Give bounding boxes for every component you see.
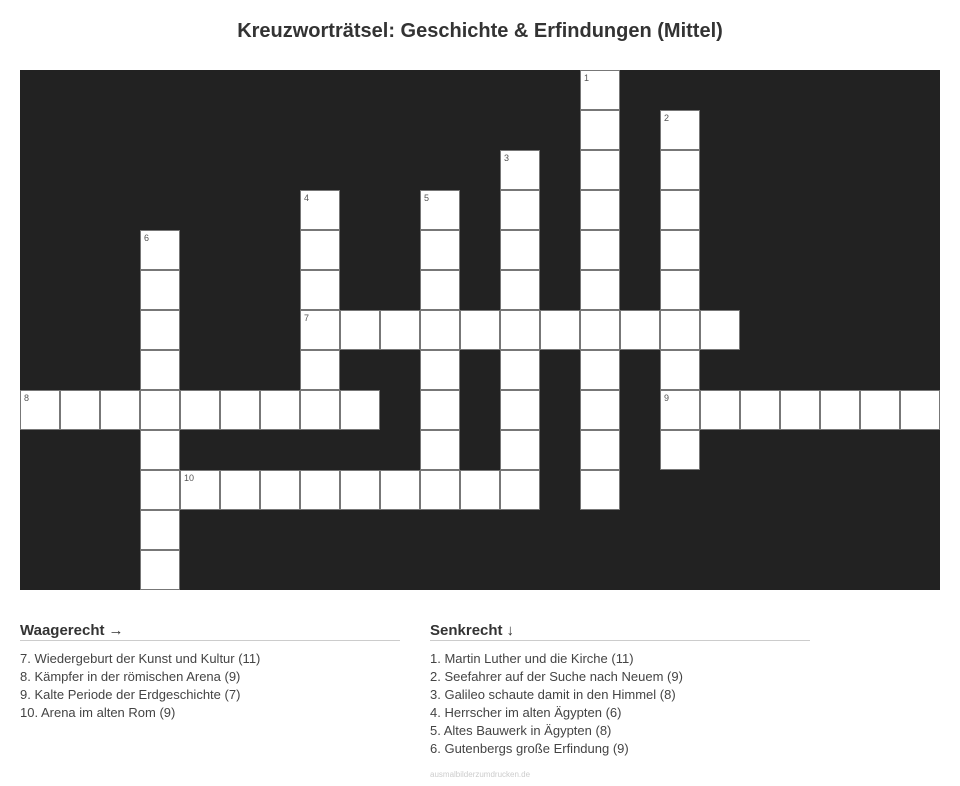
clue-number: 10 (184, 473, 195, 483)
grid-cell[interactable] (580, 350, 620, 390)
grid-cell[interactable] (860, 390, 900, 430)
clue-item: 9. Kalte Periode der Erdgeschichte (7) (20, 687, 241, 702)
down-clues (430, 622, 810, 758)
page-title: Kreuzworträtsel: Geschichte & Erfindungen (Mittel) (237, 20, 723, 42)
grid-cell[interactable] (500, 350, 540, 390)
grid-cell[interactable] (300, 310, 340, 350)
clue-number: 7 (304, 313, 310, 323)
grid-cell[interactable] (580, 470, 620, 510)
grid-cell[interactable] (140, 430, 180, 470)
grid-cell[interactable] (100, 390, 140, 430)
clue-item: 4. Herrscher im alten Ägypten (6) (430, 705, 622, 720)
grid-cell[interactable] (500, 310, 540, 350)
grid-cell[interactable] (420, 310, 460, 350)
across-clues (20, 622, 400, 722)
down-heading (430, 622, 810, 641)
grid-cell[interactable] (140, 550, 180, 590)
grid-cell[interactable] (580, 230, 620, 270)
clue-number: 9 (664, 393, 670, 403)
grid-cell[interactable] (20, 390, 60, 430)
grid-cell[interactable] (140, 350, 180, 390)
grid-cell[interactable] (500, 430, 540, 470)
grid-cell[interactable] (740, 390, 780, 430)
grid-cell[interactable] (420, 390, 460, 430)
grid-cell[interactable] (420, 190, 460, 230)
down-heading-label: Senkrecht (430, 622, 503, 639)
grid-cell[interactable] (60, 390, 100, 430)
grid-cell[interactable] (500, 190, 540, 230)
grid-cell[interactable] (580, 150, 620, 190)
grid-cell[interactable] (500, 150, 540, 190)
clue-item: 10. Arena im alten Rom (9) (20, 705, 176, 720)
grid-cell[interactable] (660, 390, 700, 430)
grid-cell[interactable] (500, 390, 540, 430)
down-clue-list (430, 650, 810, 758)
grid-cell[interactable] (140, 470, 180, 510)
grid-cell[interactable] (420, 470, 460, 510)
grid-cell[interactable] (140, 390, 180, 430)
grid-cell[interactable] (660, 270, 700, 310)
down-arrow-icon: ↓ (506, 622, 515, 639)
across-heading (20, 622, 400, 641)
grid-cell[interactable] (580, 190, 620, 230)
grid-cell[interactable] (660, 110, 700, 150)
grid-cell[interactable] (580, 310, 620, 350)
grid-cell[interactable] (780, 390, 820, 430)
grid-cell[interactable] (420, 350, 460, 390)
grid-cell[interactable] (420, 270, 460, 310)
grid-cell[interactable] (300, 350, 340, 390)
grid-cell[interactable] (220, 470, 260, 510)
grid-cell[interactable] (340, 470, 380, 510)
grid-cell[interactable] (660, 230, 700, 270)
clue-item: 1. Martin Luther und die Kirche (11) (430, 651, 634, 666)
grid-cell[interactable] (900, 390, 940, 430)
grid-cell[interactable] (620, 310, 660, 350)
grid-cell[interactable] (300, 270, 340, 310)
grid-cell[interactable] (700, 390, 740, 430)
grid-cell[interactable] (660, 310, 700, 350)
clue-item: 8. Kämpfer in der römischen Arena (9) (20, 669, 241, 684)
grid-cell[interactable] (500, 230, 540, 270)
grid-cell[interactable] (540, 310, 580, 350)
clue-number: 8 (24, 393, 30, 403)
grid-cell[interactable] (660, 190, 700, 230)
grid-cell[interactable] (420, 430, 460, 470)
grid-cell[interactable] (300, 230, 340, 270)
crossword-grid (20, 70, 940, 590)
grid-cell[interactable] (380, 470, 420, 510)
grid-cell[interactable] (380, 310, 420, 350)
footer-credit: ausmalbilderzumdrucken.de (430, 770, 531, 779)
grid-cell[interactable] (180, 470, 220, 510)
grid-cell[interactable] (500, 270, 540, 310)
grid-cell[interactable] (580, 110, 620, 150)
grid-cell[interactable] (340, 310, 380, 350)
clue-number: 1 (584, 73, 590, 83)
grid-cell[interactable] (300, 190, 340, 230)
clue-item: 6. Gutenbergs große Erfindung (9) (430, 741, 629, 756)
grid-cell[interactable] (140, 310, 180, 350)
grid-cell[interactable] (500, 470, 540, 510)
across-clue-list (20, 650, 400, 722)
clue-item: 7. Wiedergeburt der Kunst und Kultur (11) (20, 651, 261, 666)
clue-item: 3. Galileo schaute damit in den Himmel (8) (430, 687, 676, 702)
grid-cell[interactable] (420, 230, 460, 270)
grid-cell[interactable] (260, 470, 300, 510)
grid-cell[interactable] (140, 270, 180, 310)
grid-cell[interactable] (340, 390, 380, 430)
grid-cell[interactable] (660, 430, 700, 470)
grid-cell[interactable] (580, 390, 620, 430)
clue-item: 5. Altes Bauwerk in Ägypten (8) (430, 723, 612, 738)
clue-number: 2 (664, 113, 670, 123)
grid-cell[interactable] (580, 70, 620, 110)
grid-cell[interactable] (300, 470, 340, 510)
clue-item: 2. Seefahrer auf der Suche nach Neuem (9) (430, 669, 683, 684)
grid-cell[interactable] (700, 310, 740, 350)
clue-number: 3 (504, 153, 510, 163)
grid-cell[interactable] (460, 310, 500, 350)
grid-cell[interactable] (820, 390, 860, 430)
across-heading-label: Waagerecht (20, 622, 105, 639)
clue-number: 5 (424, 193, 430, 203)
clue-number: 4 (304, 193, 310, 203)
grid-cell[interactable] (180, 390, 220, 430)
grid-cell[interactable] (460, 470, 500, 510)
grid-cell[interactable] (260, 390, 300, 430)
grid-cell[interactable] (660, 350, 700, 390)
grid-cell[interactable] (220, 390, 260, 430)
grid-cell[interactable] (140, 230, 180, 270)
grid-cell[interactable] (580, 430, 620, 470)
right-arrow-icon: → (108, 622, 124, 639)
grid-cell[interactable] (660, 150, 700, 190)
grid-cell[interactable] (300, 390, 340, 430)
clue-number: 6 (144, 233, 150, 243)
grid-cell[interactable] (580, 270, 620, 310)
grid-cell[interactable] (140, 510, 180, 550)
